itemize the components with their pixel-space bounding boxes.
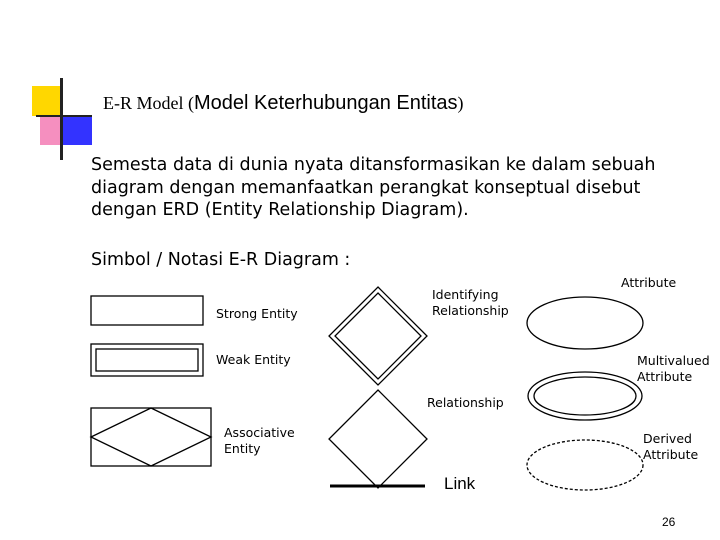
identifying-relationship-label [432,287,509,319]
relationship-symbol [329,390,427,488]
multivalued-attribute-symbol [528,372,642,420]
title-open-paren: ( [183,93,194,113]
title-close-paren: ) [457,93,464,113]
associative-entity-label [224,425,295,457]
notation-heading: Simbol / Notasi E-R Diagram : [91,250,351,270]
identifying-relationship-symbol [329,287,427,385]
link-label: Link [444,474,476,493]
weak-entity-symbol [91,344,203,376]
paragraph-line: Semesta data di dunia nyata ditansformasikan ke dalam sebuah [91,155,656,175]
identifying-relationship-label-line: Identifying [432,287,499,302]
multivalued-attribute-label [637,353,710,385]
title-main: Model Keterhubungan Entitas [194,92,458,114]
associative-entity-label-line: Associative [224,425,295,440]
strong-entity-symbol [91,296,203,325]
derived-attribute-label [643,431,698,463]
derived-attribute-label-line: Derived [643,431,692,446]
multivalued-attribute-label-line: Attribute [637,369,693,384]
paragraph-line: diagram dengan memanfaatkan perangkat konseptual disebut [91,177,641,198]
relationship-label: Relationship [427,395,504,410]
derived-attribute-label-line: Attribute [643,447,699,462]
attribute-label: Attribute [621,275,677,290]
associative-entity-symbol [91,408,211,466]
associative-entity-label-line: Entity [224,441,261,456]
title-prefix: E-R Model [103,93,184,113]
derived-attribute-symbol [527,440,643,490]
strong-entity-label: Strong Entity [216,306,298,321]
multivalued-attribute-label-line: Multivalued [637,353,710,368]
paragraph-line: dengan ERD (Entity Relationship Diagram). [91,200,469,220]
weak-entity-label: Weak Entity [216,352,291,367]
identifying-relationship-label-line: Relationship [432,303,509,318]
attribute-symbol [527,297,643,349]
page-number: 26 [662,515,676,529]
